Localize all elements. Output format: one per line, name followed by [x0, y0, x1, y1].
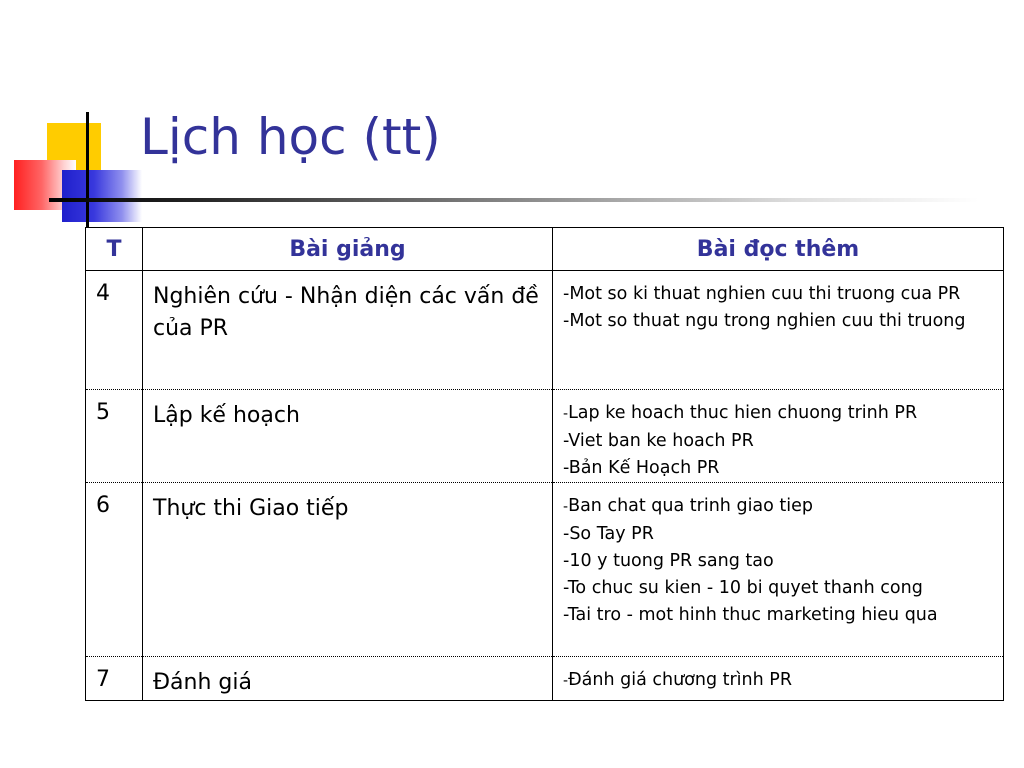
session-number: 4: [86, 271, 143, 390]
lecture-topic: Đánh giá: [143, 657, 553, 701]
table-row: [86, 657, 1004, 701]
table-row: [86, 271, 1004, 390]
reading-item: -10 y tuong PR sang tao: [563, 551, 774, 571]
reading-item: -Lap ke hoach thuc hien chuong trinh PR: [563, 403, 918, 423]
header-readings: Bài đọc thêm: [553, 228, 1004, 271]
schedule-table: [85, 227, 1004, 701]
table-row: [86, 390, 1004, 483]
table-header-row: [86, 228, 1004, 271]
table-row: [86, 483, 1004, 657]
reading-item: -Tai tro - mot hinh thuc marketing hieu qua: [563, 605, 938, 625]
reading-item: -So Tay PR: [563, 524, 654, 544]
lecture-topic: Nghiên cứu - Nhận diện các vấn đề của PR: [143, 271, 553, 390]
session-number: 7: [86, 657, 143, 701]
lecture-topic: Lập kế hoạch: [143, 390, 553, 483]
page-title: Lịch học (tt): [140, 108, 441, 166]
reading-item: -Ban chat qua trinh giao tiep: [563, 496, 814, 516]
reading-list: [553, 271, 1004, 390]
reading-list: [553, 483, 1004, 657]
lecture-topic: Thực thi Giao tiếp: [143, 483, 553, 657]
reading-item: -Đánh giá chương trình PR: [563, 670, 792, 690]
session-number: 5: [86, 390, 143, 483]
reading-list: [553, 390, 1004, 483]
header-session: T: [86, 228, 143, 271]
reading-item: -Mot so thuat ngu trong nghien cuu thi truong: [563, 311, 966, 331]
reading-item: -Bản Kế Hoạch PR: [563, 458, 720, 478]
reading-item: -Viet ban ke hoach PR: [563, 431, 754, 451]
reading-list: [553, 657, 1004, 701]
decor-vertical-line: [86, 112, 89, 228]
reading-item: -Mot so ki thuat nghien cuu thi truong cua PR: [563, 284, 961, 304]
reading-item: -To chuc su kien - 10 bi quyet thanh cong: [563, 578, 923, 598]
title-underline: [49, 198, 979, 202]
session-number: 6: [86, 483, 143, 657]
header-lecture: Bài giảng: [143, 228, 553, 271]
decor-blue-square: [62, 170, 142, 222]
